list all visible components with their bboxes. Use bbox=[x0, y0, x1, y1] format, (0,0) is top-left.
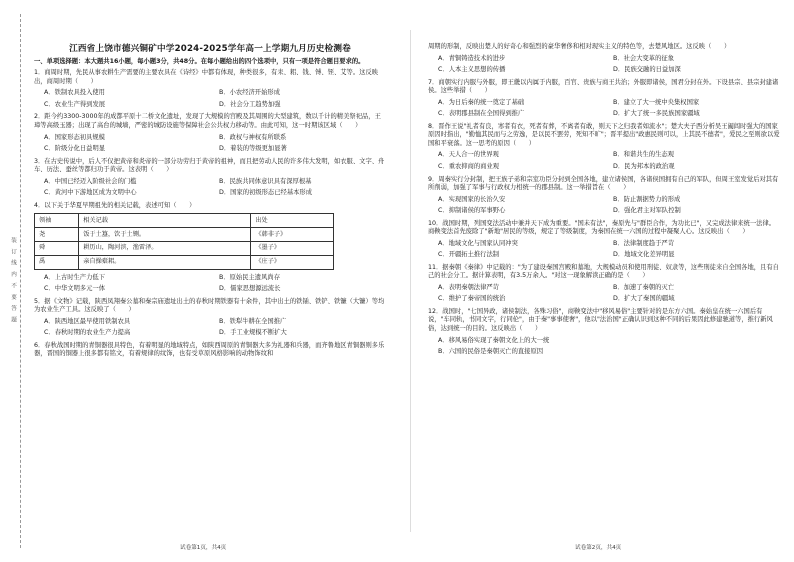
right-question-list bbox=[428, 43, 780, 358]
question-block bbox=[34, 202, 386, 295]
answer-option[interactable]: D．地域文化差异明显 bbox=[613, 251, 675, 259]
question-stem: 7．商朝实行内服与外服，即王畿以内属于内服，百官、贵族与商王共治；外服即诸侯，国君分封在外。下设县宗、县宗封建诸侯。这些举措（ ） bbox=[428, 78, 779, 95]
answer-options bbox=[34, 176, 386, 199]
answer-option[interactable]: B．社会大变革的征象 bbox=[613, 54, 674, 62]
answer-option[interactable]: B．建立了大一统中央集权国家 bbox=[613, 98, 700, 106]
answer-option[interactable]: D．儒家思想源远流长 bbox=[219, 284, 281, 292]
answer-option[interactable]: B．加速了秦朝的灭亡 bbox=[613, 284, 674, 292]
question-stem: 5．据《文物》记载，陕西凤翔秦公墓和秦宗庙遗址出土的春秋时期铁器有十余件，其中出土的铁锸、铁铲、铁镰（大镰）等均为农业生产工具。这反映了（ ） bbox=[34, 297, 385, 313]
exam-title: 江西省上饶市德兴铜矿中学2024-2025学年高一上学期九月历史检测卷 bbox=[69, 44, 351, 54]
answer-options bbox=[428, 97, 780, 120]
answer-option[interactable]: C．春秋时期的农业生产力提高 bbox=[44, 329, 131, 337]
answer-option[interactable]: B．和谐共生的生态观 bbox=[613, 151, 674, 159]
table-cell: 亲自操橐耜。 bbox=[79, 256, 251, 270]
answer-option[interactable]: A．为日后秦的统一奠定了基础 bbox=[438, 98, 525, 106]
question-block bbox=[34, 342, 386, 359]
answer-option[interactable]: C．重农抑商的商业观 bbox=[438, 162, 500, 170]
section-heading: 一、单项选择题：本大题共16小题，每小题3分，共48分。在每小题给出的四个选项中，只有一项是符合题目要求的。 bbox=[34, 58, 365, 65]
answer-option[interactable]: A．青铜铸造技术的进步 bbox=[438, 54, 506, 62]
table-header-row bbox=[35, 214, 334, 228]
answer-option[interactable]: D．手工业规模不断扩大 bbox=[219, 329, 287, 337]
table-cell: 尧 bbox=[35, 228, 79, 242]
question-stem: 11．据秦朝《秦律》中记载的："为了建设秦国宫殿和墓地，大规模动员和使用刑徒、奴隶等，这些刑徒来自全国各地，且有自己的社会分工。据计算表明，有3.5万余人。"对这一现象解读正确的是（ ） bbox=[428, 263, 779, 280]
answer-option[interactable]: D．民族交融的日益加深 bbox=[613, 66, 681, 74]
left-column bbox=[34, 58, 386, 358]
answer-option[interactable]: C．表明郡县制在全国得到推广 bbox=[438, 110, 525, 118]
answer-option[interactable]: B．法律制度趋于严苛 bbox=[613, 239, 674, 247]
answer-option[interactable]: C．农业生产得到发展 bbox=[44, 100, 106, 108]
table-header-cell: 领袖 bbox=[35, 214, 79, 228]
answer-option[interactable]: B．民族共同体意识具有深厚根基 bbox=[219, 177, 312, 185]
question-stem: 1．商周时期，先民从事农耕生产需要的主要农具在《诗经》中都有体现，种类很多，有耒、耜、钱、镈、铚、艾等。这反映出，商周时期（ ） bbox=[34, 69, 379, 85]
answer-option[interactable]: B．防止割据势力的形成 bbox=[613, 195, 681, 203]
answer-options bbox=[34, 132, 386, 155]
table-cell: 《墨子》 bbox=[251, 242, 334, 256]
question-block bbox=[428, 79, 780, 120]
answer-option[interactable]: B．政权与神权有所联系 bbox=[219, 133, 287, 141]
question-block bbox=[428, 123, 780, 172]
question-block bbox=[428, 308, 780, 357]
table-cell: 耕历山，陶河滨，渔雷泽。 bbox=[79, 242, 251, 256]
table-cell: 饭于土簋，饮于土铏。 bbox=[79, 228, 251, 242]
answer-option[interactable]: D．着装的等级更加显著 bbox=[219, 144, 287, 152]
table-row bbox=[35, 228, 334, 242]
answer-options bbox=[428, 194, 780, 217]
column-divider bbox=[410, 30, 411, 532]
table-header-cell: 相关记载 bbox=[79, 214, 251, 228]
answer-option[interactable]: D．民为邦本的政治观 bbox=[613, 162, 675, 170]
table-cell: 《庄子》 bbox=[251, 256, 334, 270]
answer-option[interactable]: C．开疆拓土推行法制 bbox=[438, 251, 500, 259]
answer-option[interactable]: C．维护了秦帝国的统治 bbox=[438, 295, 506, 303]
question-block bbox=[428, 176, 780, 217]
table-cell: 舜 bbox=[35, 242, 79, 256]
answer-option[interactable]: A．国家形态初具规模 bbox=[44, 133, 105, 141]
question-stem: 10．战国时期，列国变法活动中兼并天下成为重要。"国未有法"，秦原先与"群臣合作，为功比已"，又完成法律来统一法律。商鞅变法首先废除了"新地"居民的等级，规定了等级制度，为秦国在统一六国的过程中凝聚人心。这反映出（ ） bbox=[428, 219, 776, 236]
answer-option[interactable]: C．黄河中下游地区成为文明中心 bbox=[44, 189, 137, 197]
question-table bbox=[34, 213, 334, 270]
answer-option[interactable]: B．小农经济开始形成 bbox=[219, 89, 280, 97]
question-block bbox=[428, 264, 780, 305]
answer-option[interactable]: B．铁犁牛耕在全国推广 bbox=[219, 317, 287, 325]
answer-options bbox=[428, 150, 780, 173]
question-block bbox=[34, 298, 386, 339]
answer-option[interactable]: A．天人合一的世界观 bbox=[438, 151, 499, 159]
right-column bbox=[428, 40, 780, 358]
answer-option[interactable]: A．实现国家的长治久安 bbox=[438, 195, 506, 203]
table-cell: 禹 bbox=[35, 256, 79, 270]
table-header-cell: 出处 bbox=[251, 214, 334, 228]
binding-label: 装 订 线 内 不 要 答 题 bbox=[10, 237, 16, 325]
answer-option[interactable]: C．中华文明多元一体 bbox=[44, 284, 106, 292]
answer-option[interactable]: A．陕西地区最早使用铁制农具 bbox=[44, 317, 131, 325]
answer-option[interactable]: A．上古时生产力低下 bbox=[44, 273, 105, 281]
question-stem: 6．春秋战国时期的青铜器很具特色，有着明显的地域特点，如陕西周原的青铜器大多为礼器和兵器，而齐鲁地区青铜器则多乐器，晋国的铜器上很多都有铭文，有着规律的纹饰，也有受草原风格影响的动物饰纹和 bbox=[34, 341, 385, 358]
answer-option[interactable]: C．抑制诸侯的军事野心 bbox=[438, 206, 506, 214]
answer-option[interactable]: C．人本主义思想的传播 bbox=[438, 66, 506, 74]
answer-option[interactable]: C．阶级分化日益明显 bbox=[44, 144, 106, 152]
question-stem: 8．晋作王说"礼者有良，寒者有衣，死者有葬，不离者有敢，则天下之归我者如流水"；楚大夫子西分析吴王阖闾时强大的国家原因时指出，"勤恤其民而与之劳逸，是以民不罢劳，死知不旷"；晋平提出"政惠民则可以，上其民不德者"，爱民之至则欲以爱国和平衰落。这一思考的原因（ ） bbox=[428, 123, 780, 147]
answer-option[interactable]: B．六国的民俗是秦朝灭亡的直接原因 bbox=[438, 347, 544, 355]
answer-option[interactable]: D．扩大了秦国的疆域 bbox=[613, 295, 675, 303]
question-stem: 12．战国时，"七国异政，诸侯制法，各殊习俗"，商鞅变法中"移风易俗"主要针对的是东方六国。秦始皇在统一六国后有说，"车同轨，书同文字，行同伦"，由于秦"事事使奢"，他以"法治国"正确认识到这种不同的后果因此修建驰道等，推行新风俗，达到统一的目的。这反映出（ ） bbox=[428, 308, 773, 332]
answer-option[interactable]: D．国家的初级形态已经基本形成 bbox=[219, 189, 313, 197]
answer-option[interactable]: A．地域文化与国家认同冲突 bbox=[438, 239, 518, 247]
question-block bbox=[428, 220, 780, 261]
answer-options bbox=[34, 272, 386, 295]
question-stem: 4．以下关于华夏早期祖先的相关记载，表述可知（ ） bbox=[34, 201, 196, 209]
answer-option[interactable]: D．社会分工趋势加强 bbox=[219, 100, 281, 108]
answer-option[interactable]: D．强化君主对军队控制 bbox=[613, 206, 681, 214]
answer-option[interactable]: A．中国已经迈入阶级社会的门槛 bbox=[44, 177, 137, 185]
answer-option[interactable]: D．扩大了统一多民族国家疆域 bbox=[613, 110, 700, 118]
question-block bbox=[428, 43, 780, 76]
page-footer-right: 试卷第2页，共4页 bbox=[575, 545, 622, 551]
question-stem: 2．距今约3300-3000年的成都平原十二桥文化遗址，发现了大规模的宫殿及其周围的大型建筑，数以千计的精美祭祀品，王璋等高级玉器；出现了高台的城墙，严密的城防设施等保障社会公共权力移动等。由此可知，这一时期该区域（ ） bbox=[34, 113, 381, 129]
answer-options bbox=[428, 283, 780, 306]
answer-option[interactable]: A．表明秦朝法律严苛 bbox=[438, 284, 499, 292]
question-stem: 3．在古史传说中，后人不仅把黄帝和炎帝的一部分功劳归于黄帝的祖神，而且把劳动人民的许多伟大发明，如衣服、文字、舟车、历法、蚕丝等都归功于黄帝。这表明（ ） bbox=[34, 157, 385, 173]
binding-dashed-line bbox=[20, 14, 21, 548]
answer-option[interactable]: B．原始民主遗风尚存 bbox=[219, 273, 280, 281]
question-block bbox=[34, 158, 386, 199]
answer-option[interactable]: A．移风易俗实现了秦朝文化上的大一统 bbox=[438, 336, 550, 344]
table-row bbox=[35, 256, 334, 270]
table-row bbox=[35, 242, 334, 256]
question-stem: 9．周秦实行分封制，把王族子弟和宗室功臣分封到全国各地，建立诸侯国，各诸侯国拥有自己的军队，但周王室发觉后对其有所削弱，加强了军事与行政权力相统一的郡县制。这一举措旨在（ ） bbox=[428, 175, 779, 191]
left-question-list bbox=[34, 69, 386, 358]
page-footer-left: 试卷第1页，共4页 bbox=[180, 545, 227, 551]
answer-options bbox=[428, 335, 780, 358]
table-cell: 《韩非子》 bbox=[251, 228, 334, 242]
answer-options bbox=[428, 53, 780, 76]
question-stem: 周期的形制，反映出楚人的好奇心和强烈的豪华奢侈和相对现实主义的特色等，去楚风地区。这反映（ ） bbox=[428, 43, 731, 50]
answer-option[interactable]: A．铁制农具投入使用 bbox=[44, 89, 105, 97]
question-block bbox=[34, 69, 386, 110]
answer-options bbox=[428, 238, 780, 261]
question-block bbox=[34, 113, 386, 154]
answer-options bbox=[34, 316, 386, 339]
answer-options bbox=[34, 88, 386, 111]
